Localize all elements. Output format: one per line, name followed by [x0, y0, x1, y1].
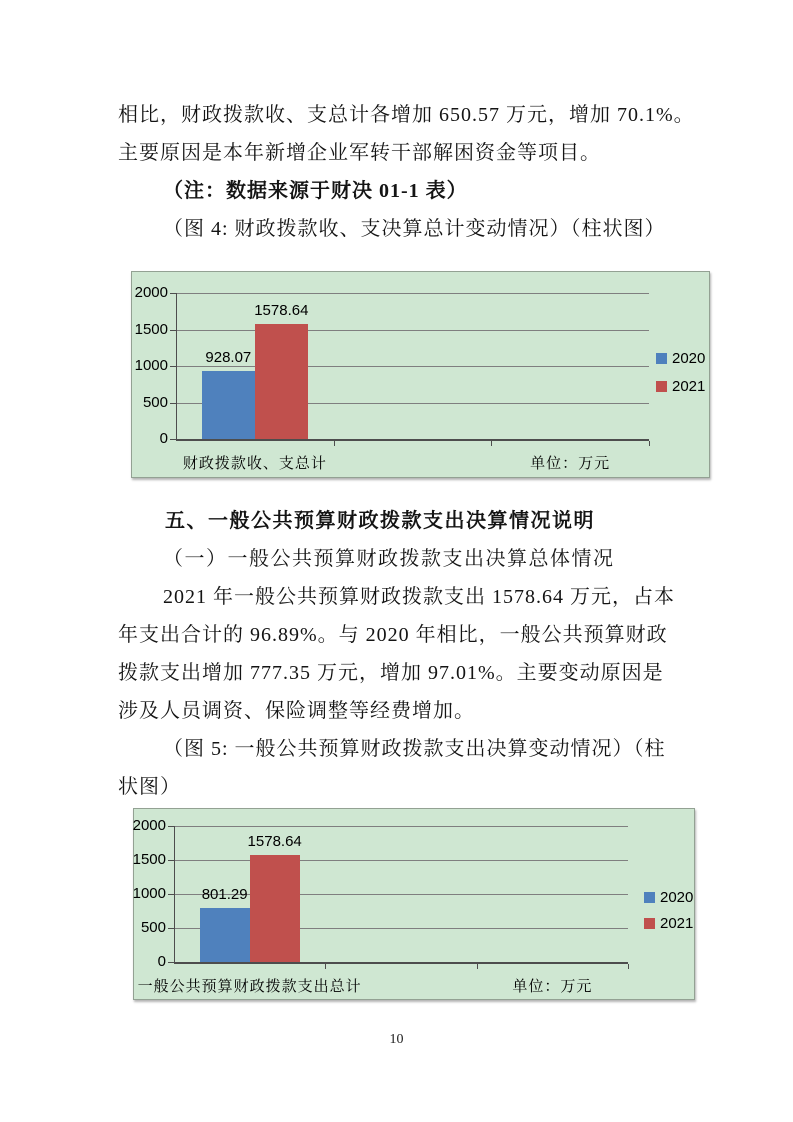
y-axis-tick-label: 500	[140, 919, 166, 937]
legend-label: 2021	[660, 915, 694, 932]
y-axis-tick-label: 0	[157, 953, 166, 971]
paragraph-line: 年支出合计的 96.89%。与 2020 年相比，一般公共预算财政	[118, 624, 668, 646]
category-axis-label: 一般公共预算财政拨款支出总计	[137, 979, 362, 995]
legend-item-2020	[644, 889, 693, 906]
legend-label: 2020	[660, 889, 694, 906]
y-axis-line	[176, 293, 177, 439]
section-subheading: （一）一般公共预算财政拨款支出决算总体情况	[163, 548, 615, 570]
x-axis-tick	[325, 964, 326, 969]
bar-value-label: 1578.64	[247, 832, 302, 850]
x-axis-line	[176, 439, 649, 441]
figure4-caption: （图 4: 财政拨款收、支决算总计变动情况）（柱状图）	[163, 218, 666, 240]
page-number: 10	[389, 1032, 404, 1047]
bar-2021	[250, 855, 300, 962]
legend-item-2020	[656, 350, 705, 367]
x-axis-line	[174, 962, 628, 964]
y-axis-tick-label: 2000	[134, 284, 168, 302]
chart-gridline	[174, 826, 628, 827]
intro-line-1: 相比，财政拨款收、支总计各增加 650.57 万元，增加 70.1%。	[118, 104, 695, 126]
y-axis-line	[174, 826, 175, 962]
figure4-bar-chart	[131, 271, 710, 478]
legend-swatch-2020	[644, 892, 655, 903]
y-axis-tick-label: 1000	[132, 885, 166, 903]
figure5-caption-line-1: （图 5: 一般公共预算财政拨款支出决算变动情况）（柱	[163, 738, 666, 760]
legend-swatch-2020	[656, 353, 667, 364]
unit-label: 单位：万元	[530, 456, 611, 472]
x-axis-tick	[628, 964, 629, 969]
figure5-caption-line-2: 状图）	[118, 776, 181, 798]
y-axis-tick-label: 500	[142, 393, 168, 411]
chart-gridline	[174, 860, 628, 861]
unit-label: 单位：万元	[512, 979, 593, 995]
category-axis-label: 财政拨款收、支总计	[182, 456, 327, 472]
x-axis-tick	[477, 964, 478, 969]
legend-swatch-2021	[656, 381, 667, 392]
bar-value-label: 928.07	[205, 349, 252, 367]
chart-gridline	[176, 330, 649, 331]
bar-2020	[200, 908, 250, 962]
data-source-note: （注：数据来源于财决 01-1 表）	[163, 180, 468, 202]
legend-label: 2020	[672, 350, 706, 367]
section-heading: 五、一般公共预算财政拨款支出决算情况说明	[165, 510, 595, 532]
paragraph-line: 拨款支出增加 777.35 万元，增加 97.01%。主要变动原因是	[118, 662, 664, 684]
y-axis-tick-label: 0	[159, 430, 168, 448]
legend-item-2021	[656, 378, 705, 395]
legend-label: 2021	[672, 378, 706, 395]
x-axis-tick	[649, 441, 650, 446]
legend-item-2021	[644, 915, 693, 932]
x-axis-tick	[334, 441, 335, 446]
y-axis-tick-label: 1000	[134, 357, 168, 375]
figure5-bar-chart	[133, 808, 695, 1000]
bar-2020	[202, 371, 255, 439]
intro-line-2: 主要原因是本年新增企业军转干部解困资金等项目。	[118, 142, 601, 164]
y-axis-tick-label: 2000	[132, 817, 166, 835]
y-axis-tick-label: 1500	[132, 851, 166, 869]
bar-value-label: 1578.64	[254, 301, 309, 319]
bar-2021	[255, 324, 308, 439]
y-axis-tick-label: 1500	[134, 320, 168, 338]
x-axis-tick	[491, 441, 492, 446]
paragraph-line: 2021 年一般公共预算财政拨款支出 1578.64 万元，占本	[163, 586, 675, 608]
chart-gridline	[176, 293, 649, 294]
bar-value-label: 801.29	[201, 885, 248, 903]
paragraph-line: 涉及人员调资、保险调整等经费增加。	[118, 700, 475, 722]
legend-swatch-2021	[644, 918, 655, 929]
